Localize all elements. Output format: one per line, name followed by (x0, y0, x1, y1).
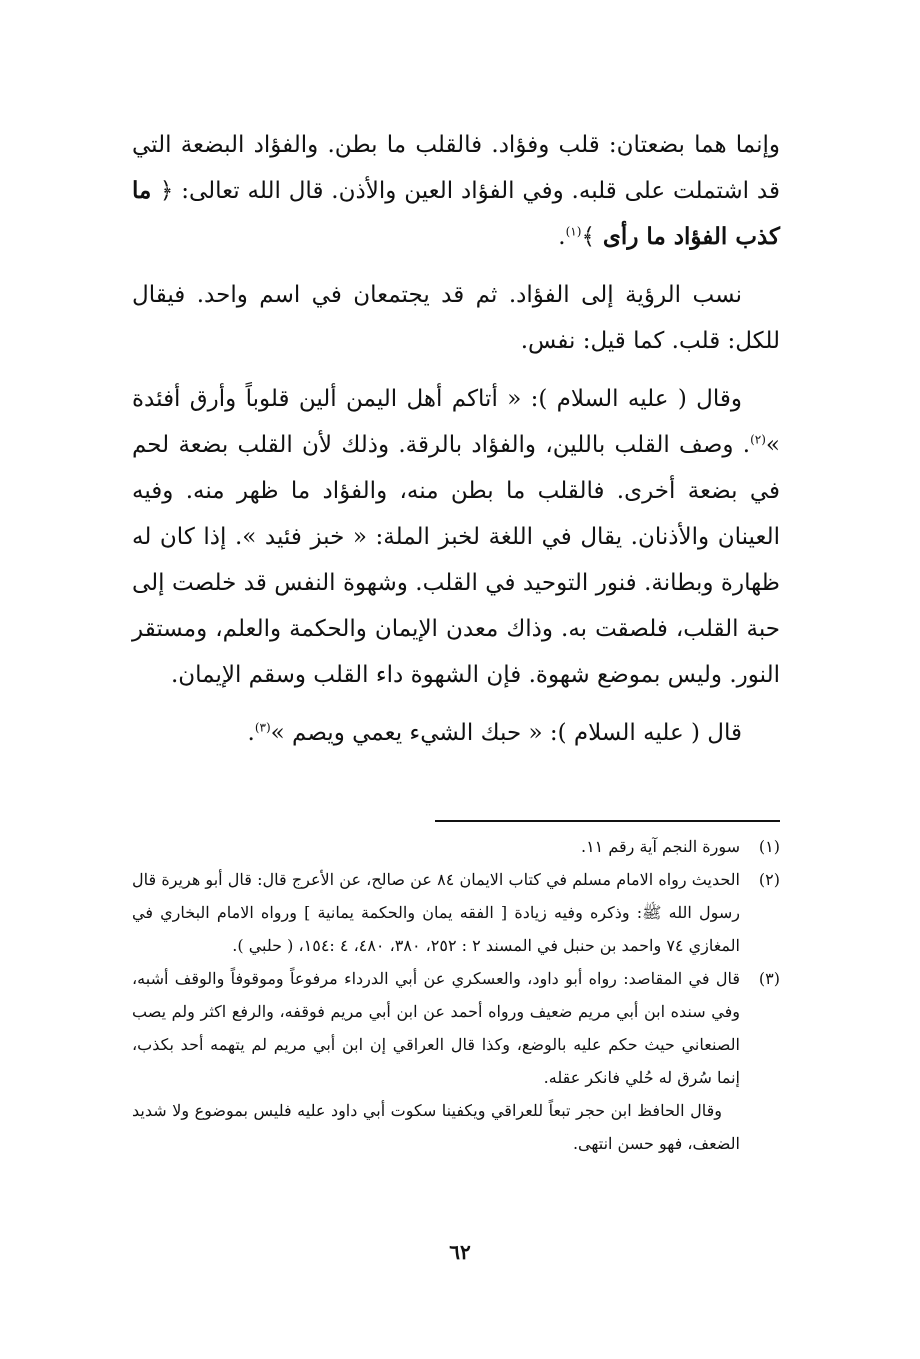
footnote-1-number: (١) (758, 837, 780, 856)
paragraph-1-text: وإنما هما بضعتان: قلب وفؤاد. فالقلب ما بطن. والفؤاد البضعة التي قد اشتملت على قلبه. وفي الفؤاد العين والأذن. قال الله تعالى: (132, 132, 780, 204)
quran-close-bracket: ﴾ (581, 224, 595, 250)
footnote-2 (132, 863, 780, 962)
page-number: ٦٢ (449, 1240, 471, 1264)
footnote-3 (132, 962, 780, 1094)
footnote-ref-1: (١) (565, 224, 582, 239)
paragraph-1-end: . (558, 224, 566, 250)
paragraph-4-end: . (247, 720, 255, 746)
footnote-2-text: الحديث رواه الامام مسلم في كتاب الايمان ٨٤ عن صالح، عن الأعرج قال: قال أبو هريرة قال رسول الله ﷺ: وذكره وفيه زيادة [ الفقه يمان والحكمة يمانية ] ورواه الامام البخاري في المغازي ٧٤ واحمد بن حنبل في المسند ٢ : ٢٥٢، ٣٨٠، ٤٨٠، ٤ :١٥٤، ( حلبي ). (132, 870, 740, 955)
paragraph-4 (132, 710, 780, 756)
paragraph-1 (132, 122, 780, 260)
footnote-ref-2: (٢) (750, 432, 766, 447)
footnote-1-text: سورة النجم آية رقم ١١. (580, 837, 740, 856)
paragraph-3-text: وقال ( عليه السلام ): « أتاكم أهل اليمن ألين قلوباً وأرق أفئدة » (132, 386, 780, 458)
footnote-ref-3: (٣) (254, 720, 271, 735)
footnote-3-text: قال في المقاصد: رواه أبو داود، والعسكري عن أبي الدرداء مرفوعاً وموقوفاً والوقف أشبه، وفي سنده ابن أبي مريم ضعيف ورواه أحمد عن ابن أبي مريم فوقفه، والرفع اكثر ولم يصب الصنعاني حيث حكم عليه بالوضع، وكذا قال العراقي إن ابن أبي مريم لم يتهمه أحد بكذب، إنما سُرق له حُلي فانكر عقله. (132, 969, 740, 1087)
paragraph-3 (132, 376, 780, 698)
footnote-separator (435, 820, 780, 822)
quran-open-bracket: ﴿ (159, 178, 174, 204)
main-text (132, 122, 780, 768)
footnote-2-number: (٢) (758, 870, 780, 889)
paragraph-2: نسب الرؤية إلى الفؤاد. ثم قد يجتمعان في اسم واحد. فيقال للكل: قلب. كما قيل: نفس. (132, 282, 780, 354)
footnote-3-number: (٣) (758, 969, 780, 988)
footnote-1 (132, 830, 780, 863)
paragraph-3-rest: . وصف القلب باللين، والفؤاد بالرقة. وذلك لأن القلب بضعة لحم في بضعة أخرى. فالقلب ما بطن منه، والفؤاد ما ظهر منه. وفيه العينان والأذنان. يقال في اللغة لخبز الملة: « خبز فئيد ». إذا كان له ظهارة وبطانة. فنور التوحيد في القلب. وشهوة النفس قد خلصت إلى حبة القلب، فلصقت به. وذاك معدن الإيمان والحكمة والعلم، ومستقر النور. وليس بموضع شهوة. فإن الشهوة داء القلب وسقم الإيمان. (132, 432, 780, 688)
footnotes (132, 830, 780, 1160)
paragraph-4-text: قال ( عليه السلام ): « حبك الشيء يعمي ويصم » (270, 720, 742, 746)
footnote-3-continuation: وقال الحافظ ابن حجر تبعاً للعراقي ويكفينا سكوت أبي داود عليه فليس بموضوع ولا شديد الضعف، فهو حسن انتهى. (132, 1101, 740, 1153)
quran-verse-text: ما كذب الفؤاد ما رأى (132, 177, 780, 250)
